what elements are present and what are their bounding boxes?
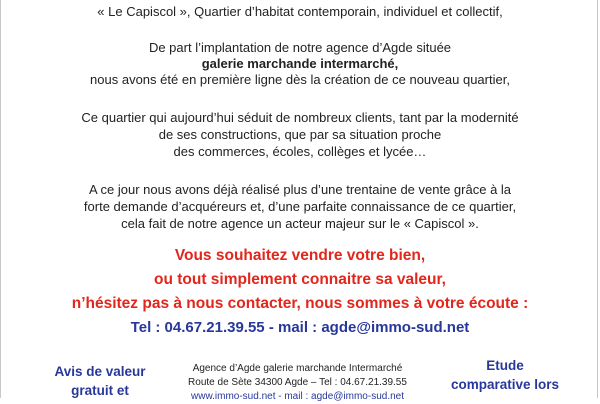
- agency-text-line-3: nous avons été en première ligne dès la création de ce nouveau quartier,: [90, 72, 510, 87]
- cta-line-1: Vous souhaitez vendre votre bien,: [174, 247, 426, 264]
- agency-address-line-2: Route de Sète 34300 Agde – Tel : 04.67.21.39.55: [188, 377, 407, 388]
- sales-text-line-3: cela fait de notre agence un acteur majeur sur le « Capiscol ».: [121, 216, 479, 231]
- free-valuation-block: [40, 362, 160, 400]
- capiscol-intro-line: « Le Capiscol », Quartier d’habitat contemporain, individuel et collectif,: [97, 4, 503, 19]
- agency-text-line-1: De part l’implantation de notre agence d’Agde située: [148, 40, 452, 55]
- agency-location-highlight: galerie marchande intermarché,: [201, 56, 399, 71]
- district-text-line-3: des commerces, écoles, collèges et lycée…: [173, 144, 427, 159]
- cta-line-2: ou tout simplement connaitre sa valeur,: [154, 271, 446, 288]
- free-valuation-line-2: gratuit et: [71, 383, 129, 398]
- comparative-study-block: [440, 356, 570, 394]
- sales-text-line-1: A ce jour nous avons déjà réalisé plus d’une trentaine de vente grâce à la: [88, 182, 512, 197]
- district-text-line-2: de ses constructions, que par sa situation proche: [158, 127, 442, 142]
- district-text-line-1: Ce quartier qui aujourd’hui séduit de nombreux clients, tant par la modernité: [81, 110, 519, 125]
- cta-line-3: n’hésitez pas à nous contacter, nous sommes à votre écoute :: [71, 295, 529, 312]
- comparative-study-line-1: Etude: [486, 358, 524, 373]
- agency-website-line: www.immo-sud.net - mail : agde@immo-sud.net: [191, 391, 404, 402]
- contact-line: Tel : 04.67.21.39.55 - mail : agde@immo-sud.net: [130, 319, 470, 336]
- sales-text-line-2: forte demande d’acquéreurs et, d’une parfaite connaissance de ce quartier,: [83, 199, 517, 214]
- free-valuation-line-1: Avis de valeur: [54, 364, 146, 379]
- agency-address-block: [165, 362, 430, 404]
- comparative-study-line-2: comparative lors: [450, 377, 560, 392]
- agency-address-line-1: Agence d’Agde galerie marchande Intermarché: [192, 363, 403, 374]
